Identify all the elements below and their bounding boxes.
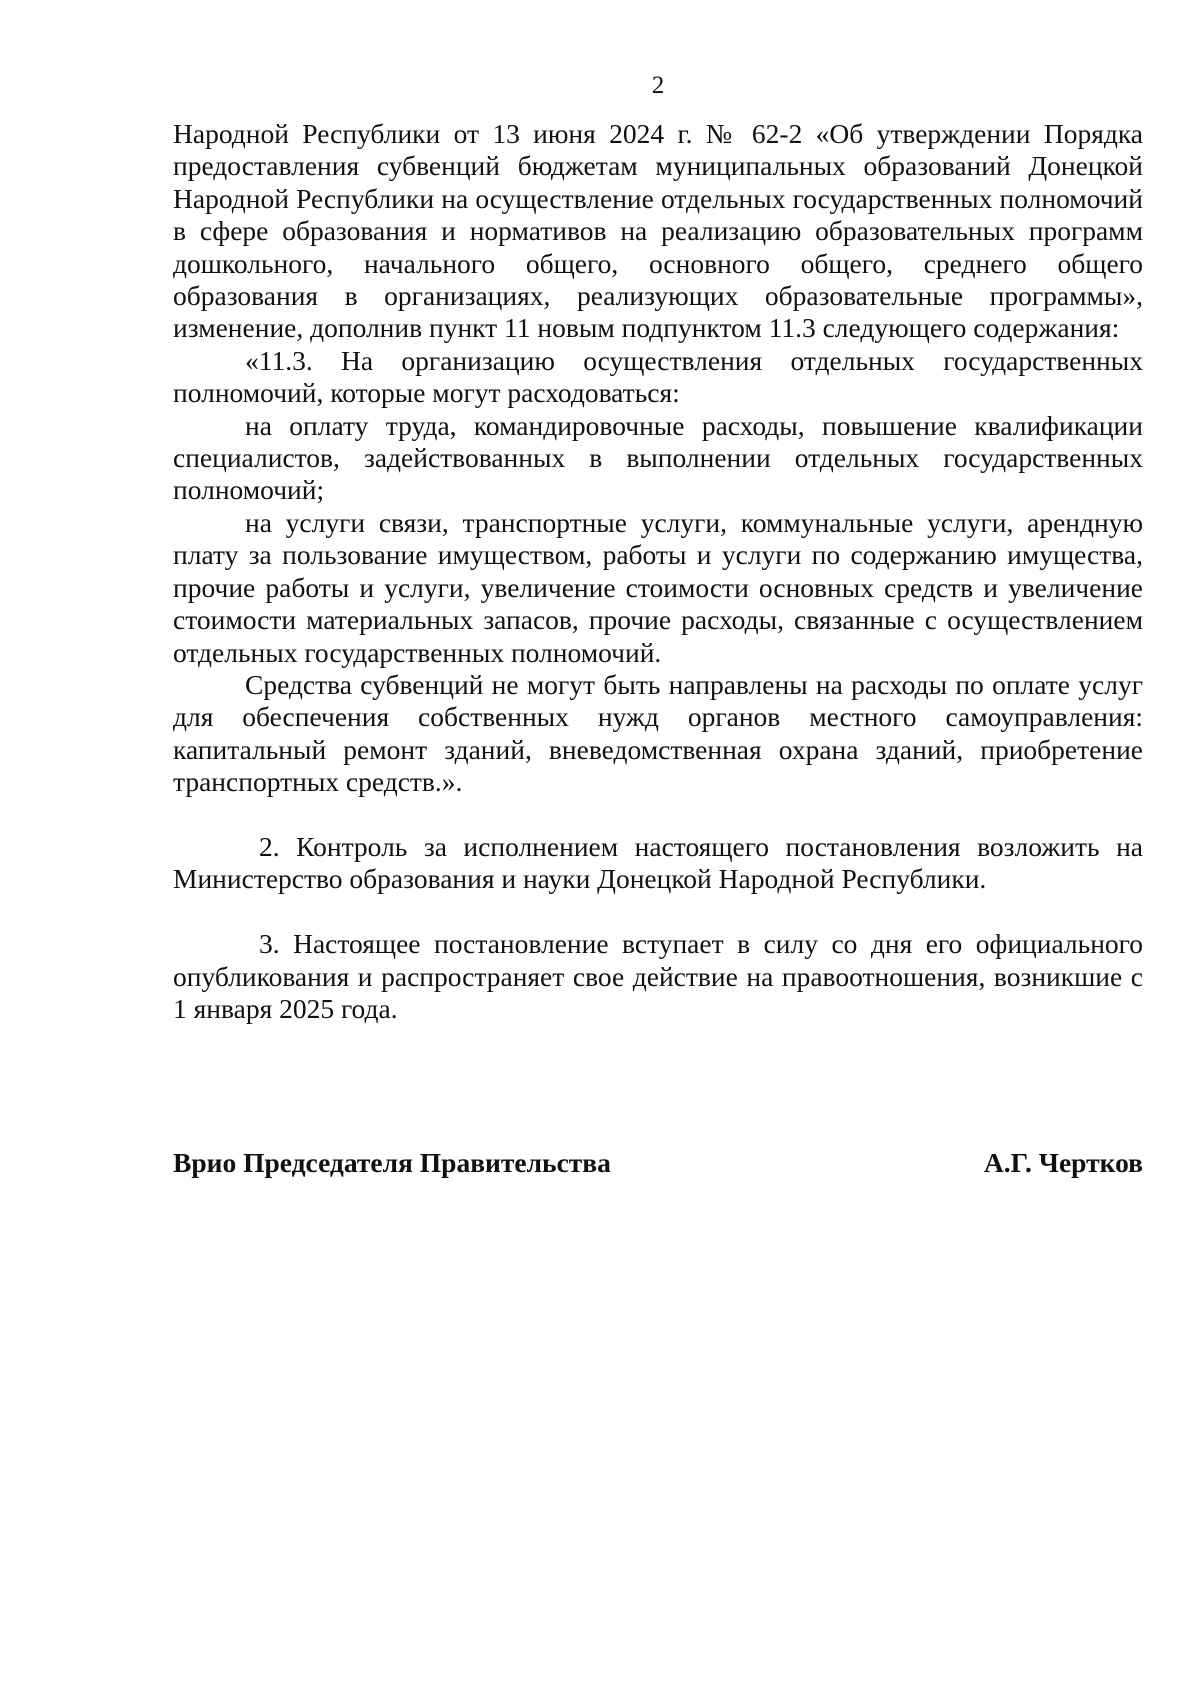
restriction-paragraph: Средства субвенций не могут быть направлены на расходы по оплате услуг для обеспечения собственных нужд органов местного самоуправления: капитальный ремонт зданий, вневедомственная охрана зданий, приобретение транспортных средств.». bbox=[173, 668, 1143, 798]
signatory-position: Врио Председателя Правительства bbox=[173, 1147, 611, 1178]
clause-11-3-paragraph: «11.3. На организацию осуществления отдельных государственных полномочий, которые могут расходоваться: bbox=[173, 344, 1143, 409]
labor-costs-paragraph: на оплату труда, командировочные расходы, повышение квалификации специалистов, задействованных в выполнении отдельных государственных полномочий; bbox=[173, 409, 1143, 506]
services-costs-paragraph: на услуги связи, транспортные услуги, коммунальные услуги, арендную плату за пользование имуществом, работы и услуги по содержанию имущества, прочие работы и услуги, увеличение стоимости основных средств и увеличение стоимости материальных запасов, прочие расходы, связанные с осуществлением отдельных государственных полномочий. bbox=[173, 506, 1143, 668]
document-body bbox=[173, 118, 1143, 1025]
signatory-name: А.Г. Чертков bbox=[983, 1147, 1143, 1178]
effect-clause-paragraph: 3. Настоящее постановление вступает в силу со дня его официального опубликования и распространяет свое действие на правоотношения, возникшие с 1 января 2025 года. bbox=[173, 928, 1143, 1024]
paragraph-spacer bbox=[173, 896, 1143, 928]
signature-block bbox=[173, 1147, 1143, 1179]
intro-paragraph: Народной Республики от 13 июня 2024 г. № 62-2 «Об утверждении Порядка предоставления субвенций бюджетам муниципальных образований Донецкой Народной Республики на осуществление отдельных государственных полномочий в сфере образования и нормативов на реализацию образовательных программ дошкольного, начального общего, основного общего, среднего общего образования в организациях, реализующих образовательные программы», изменение, дополнив пункт 11 новым подпунктом 11.3 следующего содержания: bbox=[173, 118, 1143, 344]
paragraph-spacer bbox=[173, 799, 1143, 831]
page-number: 2 bbox=[651, 72, 665, 99]
control-clause-paragraph: 2. Контроль за исполнением настоящего постановления возложить на Министерство образования и науки Донецкой Народной Республики. bbox=[173, 830, 1143, 895]
